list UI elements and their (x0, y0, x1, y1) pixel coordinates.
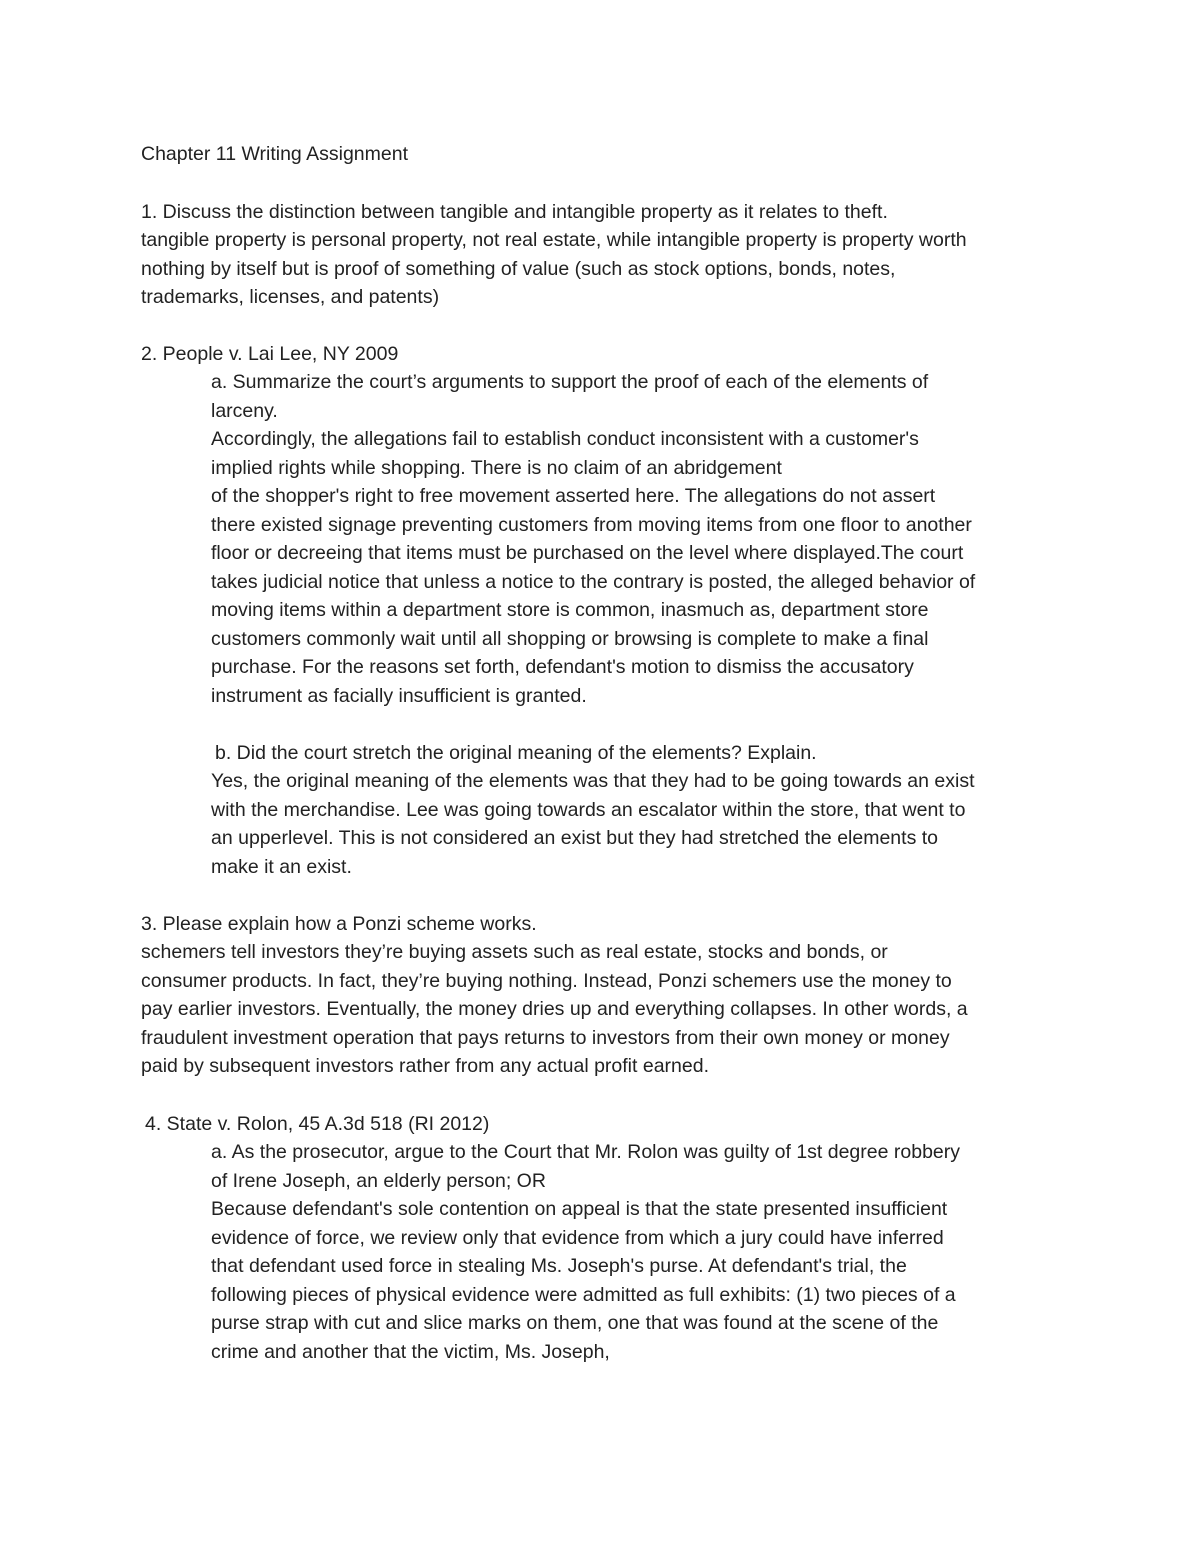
q3-answer-line: paid by subsequent investors rather from any actual profit earned. (141, 1055, 709, 1077)
q2a-answer-line: instrument as facially insufficient is granted. (211, 685, 587, 707)
q2b-answer-line: Yes, the original meaning of the elements was that they had to be going towards an exist (211, 770, 975, 792)
q2b-answer-line: with the merchandise. Lee was going towards an escalator within the store, that went to (211, 799, 966, 821)
q2a-answer-line: of the shopper's right to free movement asserted here. The allegations do not assert (211, 485, 936, 507)
q1-question: 1. Discuss the distinction between tangible and intangible property as it relates to theft. (141, 201, 888, 223)
q1-answer-line: tangible property is personal property, not real estate, while intangible property is property worth (141, 229, 967, 251)
q4a-answer-line: crime and another that the victim, Ms. Joseph, (211, 1341, 610, 1363)
q2b-answer-line: an upperlevel. This is not considered an exist but they had stretched the elements to (211, 827, 938, 849)
q1-answer-line: nothing by itself but is proof of something of value (such as stock options, bonds, notes, (141, 258, 896, 280)
q3-answer-line: schemers tell investors they’re buying assets such as real estate, stocks and bonds, or (141, 941, 888, 963)
q4a-answer-line: Because defendant's sole contention on appeal is that the state presented insufficient (211, 1198, 948, 1220)
q2a-answer-line: purchase. For the reasons set forth, defendant's motion to dismiss the accusatory (211, 656, 914, 678)
q4a-question-line: a. As the prosecutor, argue to the Court that Mr. Rolon was guilty of 1st degree robbery (211, 1141, 960, 1163)
q2a-answer-line: there existed signage preventing customers from moving items from one floor to another (211, 514, 972, 536)
q4a-answer-line: evidence of force, we review only that evidence from which a jury could have inferred (211, 1227, 944, 1249)
q2a-answer-line: takes judicial notice that unless a notice to the contrary is posted, the alleged behavior of (211, 571, 976, 593)
q2a-question-line: larceny. (211, 400, 278, 422)
q2-heading: 2. People v. Lai Lee, NY 2009 (141, 343, 399, 365)
q2a-answer-line: moving items within a department store is common, inasmuch as, department store (211, 599, 929, 621)
q2a-answer-line: implied rights while shopping. There is no claim of an abridgement (211, 457, 782, 479)
q2a-answer-line: floor or decreeing that items must be purchased on the level where displayed.The court (211, 542, 964, 564)
q2b-question: b. Did the court stretch the original meaning of the elements? Explain. (215, 742, 817, 764)
q4a-answer-line: following pieces of physical evidence were admitted as full exhibits: (1) two pieces of a (211, 1284, 956, 1306)
q4a-answer-line: that defendant used force in stealing Ms. Joseph's purse. At defendant's trial, the (211, 1255, 907, 1277)
q4a-question-line: of Irene Joseph, an elderly person; OR (211, 1170, 546, 1192)
q3-answer-line: fraudulent investment operation that pays returns to investors from their own money or money (141, 1027, 950, 1049)
q2a-answer-line: customers commonly wait until all shopping or browsing is complete to make a final (211, 628, 929, 650)
q3-answer-line: pay earlier investors. Eventually, the money dries up and everything collapses. In other words, a (141, 998, 968, 1020)
q3-question: 3. Please explain how a Ponzi scheme works. (141, 913, 537, 935)
q1-answer-line: trademarks, licenses, and patents) (141, 286, 440, 308)
q2b-answer-line: make it an exist. (211, 856, 352, 878)
q3-answer-line: consumer products. In fact, they’re buying nothing. Instead, Ponzi schemers use the money to (141, 970, 952, 992)
document-title: Chapter 11 Writing Assignment (141, 143, 408, 165)
q2a-answer-line: Accordingly, the allegations fail to establish conduct inconsistent with a customer's (211, 428, 919, 450)
q2a-question-line: a. Summarize the court’s arguments to support the proof of each of the elements of (211, 371, 929, 393)
q4a-answer-line: purse strap with cut and slice marks on them, one that was found at the scene of the (211, 1312, 939, 1334)
q4-heading: 4. State v. Rolon, 45 A.3d 518 (RI 2012) (145, 1113, 490, 1135)
